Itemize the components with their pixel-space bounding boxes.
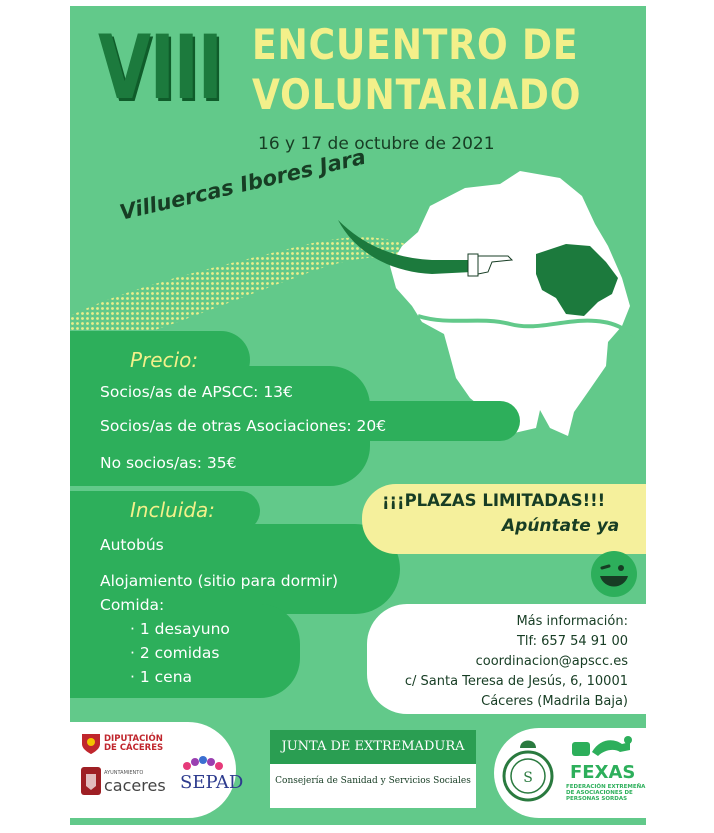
pointing-hand-icon xyxy=(332,214,516,284)
incluida-item: Alojamiento (sitio para dormir) xyxy=(100,572,339,590)
comida-item: · 1 cena xyxy=(130,668,193,686)
ayuntamiento-small: AYUNTAMIENTO xyxy=(104,770,144,776)
incluida-item: Comida: xyxy=(100,596,165,614)
winking-face-icon xyxy=(590,550,638,598)
comida-item: · 1 desayuno xyxy=(130,620,230,638)
apuntate-text: Apúntate ya xyxy=(502,516,620,536)
svg-text:S: S xyxy=(523,770,533,786)
ayuntamiento-crest-icon xyxy=(80,766,102,796)
fexas-logo: FEXAS xyxy=(570,762,636,783)
precio-item: Socios/as de otras Asociaciones: 20€ xyxy=(100,417,387,435)
event-date: 16 y 17 de octubre de 2021 xyxy=(258,134,495,154)
info-address: c/ Santa Teresa de Jesús, 6, 10001 xyxy=(404,674,628,689)
apscc-seal-icon xyxy=(502,736,554,808)
diputacion-line: DIPUTACIÓN xyxy=(104,734,163,744)
diputacion-logo-text xyxy=(104,735,163,754)
diputacion-line: DE CÁCERES xyxy=(104,743,164,754)
fexas-sub-line: DE ASOCIACIONES DE xyxy=(566,790,633,797)
junta-subtitle: Consejería de Sanidad y Servicios Sociales xyxy=(275,776,471,786)
info-city: Cáceres (Madrila Baja) xyxy=(481,694,628,709)
fexas-sub-line: PERSONAS SORDAS xyxy=(566,796,628,803)
ayuntamiento-logo: caceres xyxy=(104,776,166,795)
junta-logo xyxy=(270,730,476,808)
junta-heading: JUNTA DE EXTREMADURA xyxy=(270,730,476,766)
incluida-heading: Incluida: xyxy=(130,498,216,522)
sepad-logo: SEPAD xyxy=(180,772,244,793)
title-numeral: VIII xyxy=(98,16,222,119)
diputacion-crest-icon xyxy=(80,732,102,756)
precio-item: No socios/as: 35€ xyxy=(100,454,237,472)
fexas-sub-line: FEDERACIÓN EXTREMEÑA xyxy=(566,784,646,790)
poster xyxy=(70,6,646,825)
info-phone[interactable]: Tlf: 657 54 91 00 xyxy=(516,634,628,649)
title-line-1: ENCUENTRO DE xyxy=(252,20,579,69)
fexas-subtitle xyxy=(566,784,645,802)
title-line-2: VOLUNTARIADO xyxy=(252,70,582,119)
info-email[interactable]: coordinacion@apscc.es xyxy=(475,654,628,669)
sepad-dots-icon xyxy=(182,754,226,772)
info-heading: Más información: xyxy=(516,614,628,629)
incluida-item: Autobús xyxy=(100,536,164,554)
precio-item: Socios/as de APSCC: 13€ xyxy=(100,383,293,401)
plazas-text: ¡¡¡PLAZAS LIMITADAS!!! xyxy=(382,491,606,510)
fexas-emblem-icon xyxy=(570,734,634,760)
region-label: Villuercas Ibores Jara xyxy=(117,144,368,225)
precio-heading: Precio: xyxy=(130,348,199,372)
comida-item: · 2 comidas xyxy=(130,644,220,662)
